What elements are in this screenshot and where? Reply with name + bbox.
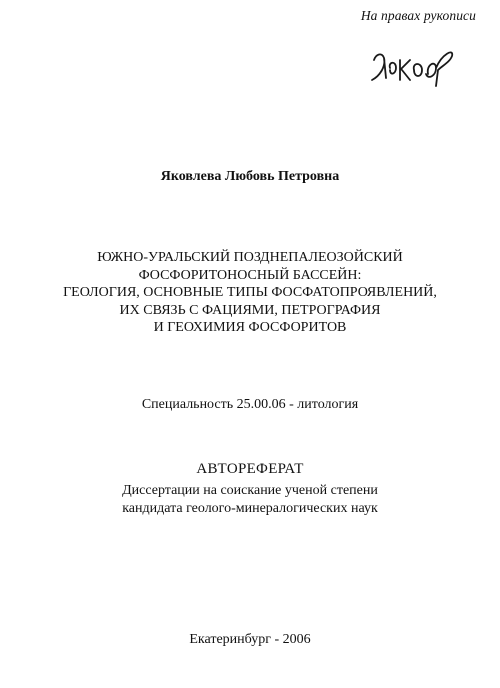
degree-description	[0, 482, 500, 517]
city-year: Екатеринбург - 2006	[189, 632, 311, 647]
document-type: АВТОРЕФЕРАТ	[196, 461, 304, 477]
specialty: Специальность 25.00.06 - литология	[141, 397, 359, 412]
title-line: ФОСФОРИТОНОСНЫЙ БАССЕЙН:	[138, 267, 362, 283]
title-line: ГЕОЛОГИЯ, ОСНОВНЫЕ ТИПЫ ФОСФАТОПРОЯВЛЕНИЙ,	[63, 285, 437, 300]
dissertation-title	[40, 249, 460, 337]
author-name: Яковлева Любовь Петровна	[160, 169, 340, 184]
title-line: ИХ СВЯЗЬ С ФАЦИЯМИ, ПЕТРОГРАФИЯ	[119, 302, 381, 318]
description-line: кандидата геолого-минералогических наук	[122, 500, 378, 516]
description-line: Диссертации на соискание ученой степени	[122, 483, 378, 498]
rights-note: На правах рукописи	[360, 8, 476, 23]
title-line: ЮЖНО-УРАЛЬСКИЙ ПОЗДНЕПАЛЕОЗОЙСКИЙ	[97, 250, 403, 265]
title-line: И ГЕОХИМИЯ ФОСФОРИТОВ	[153, 320, 347, 335]
handwritten-signature	[366, 40, 462, 88]
